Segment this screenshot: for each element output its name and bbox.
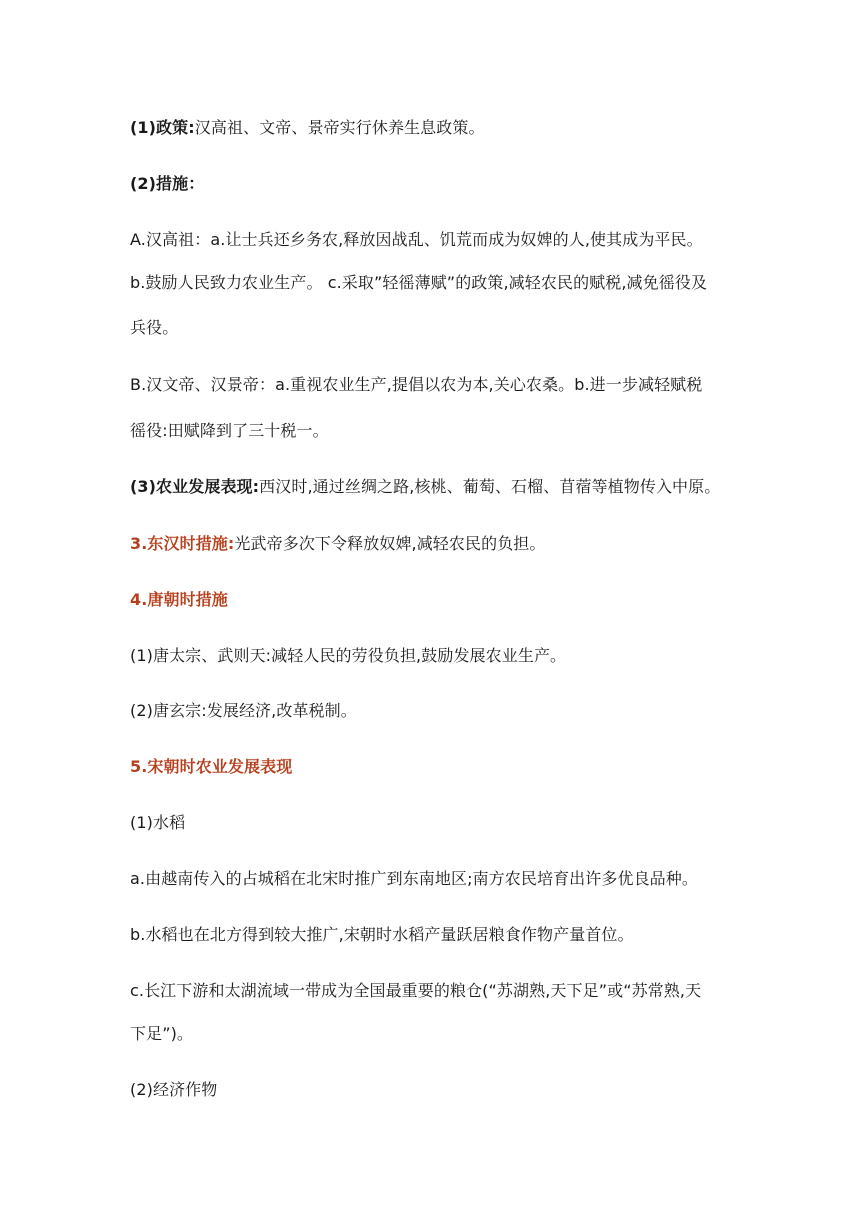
paragraph-cash-crops: (2)经济作物 xyxy=(130,1080,218,1099)
paragraph-gaozu-3: 兵役。 xyxy=(130,318,179,337)
paragraph-gaozu-2: b.鼓励人民致力农业生产。 c.采取”轻徭薄赋”的政策,减轻农民的赋税,减免徭役及 xyxy=(130,273,708,292)
text-eastern-han: 光武帝多次下令释放奴婢,减轻农民的负担。 xyxy=(234,534,546,553)
paragraph-rice-c-1: c.长江下游和太湖流域一带成为全国最重要的粮仓(“苏湖熟,天下足”或“苏常熟,天 xyxy=(130,981,702,1000)
paragraph-tang-2: (2)唐玄宗:发展经济,改革税制。 xyxy=(130,701,357,720)
heading-tang-text: 4.唐朝时措施 xyxy=(130,590,228,609)
paragraph-wenjing-1: B.汉文帝、汉景帝：a.重视农业生产,提倡以农为本,关心农桑。b.进一步减轻赋税 xyxy=(130,375,703,394)
paragraph-rice-heading: (1)水稻 xyxy=(130,813,186,832)
heading-tang xyxy=(130,590,228,610)
paragraph-rice-a: a.由越南传入的占城稻在北宋时推广到东南地区;南方农民培育出许多优良品种。 xyxy=(130,869,698,888)
paragraph-wenjing-2: 徭役:田赋降到了三十税一。 xyxy=(130,421,329,440)
paragraph-rice-b: b.水稻也在北方得到较大推广,宋朝时水稻产量跃居粮食作物产量首位。 xyxy=(130,925,634,944)
heading-song xyxy=(130,757,292,777)
paragraph-agri-development xyxy=(130,477,720,497)
heading-policy: (1)政策: xyxy=(130,118,195,137)
heading-song-text: 5.宋朝时农业发展表现 xyxy=(130,757,293,776)
text-agri-development: 西汉时,通过丝绸之路,核桃、葡萄、石榴、苜蓿等植物传入中原。 xyxy=(259,477,721,496)
heading-eastern-han: 3.东汉时措施: xyxy=(130,534,235,553)
heading-agri-development: (3)农业发展表现: xyxy=(130,477,260,496)
paragraph-tang-1: (1)唐太宗、武则天:减轻人民的劳役负担,鼓励发展农业生产。 xyxy=(130,646,567,665)
paragraph-policy xyxy=(130,118,485,138)
heading-measures: (2)措施： xyxy=(130,174,205,193)
paragraph-gaozu-1: A.汉高祖：a.让士兵还乡务农,释放因战乱、饥荒而成为奴婢的人,使其成为平民。 xyxy=(130,230,703,249)
paragraph-eastern-han xyxy=(130,534,546,554)
text-policy: 汉高祖、文帝、景帝实行休养生息政策。 xyxy=(194,118,485,137)
paragraph-rice-c-2: 下足”)。 xyxy=(130,1024,194,1043)
paragraph-measures-heading xyxy=(130,174,204,194)
